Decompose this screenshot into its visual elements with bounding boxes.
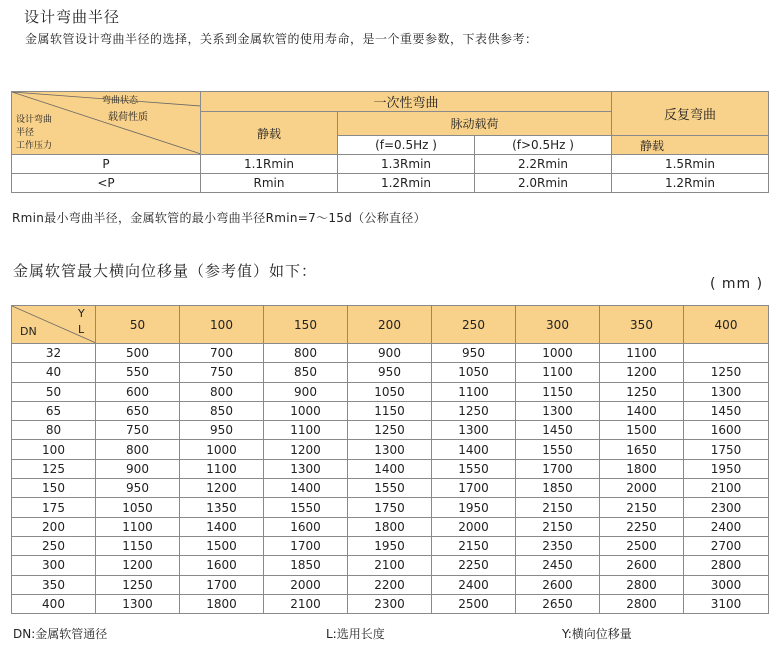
table-cell: 1400 xyxy=(600,401,684,420)
table-cell: 1800 xyxy=(600,459,684,478)
table-row xyxy=(12,363,769,382)
table-cell: Rmin xyxy=(201,174,338,193)
table-cell: 2100 xyxy=(684,479,769,498)
table-cell: 1450 xyxy=(684,401,769,420)
table-cell: 1950 xyxy=(684,459,769,478)
table-cell: 1000 xyxy=(264,401,348,420)
table-cell: 1550 xyxy=(516,440,600,459)
row-dn-cell: 300 xyxy=(12,556,96,575)
row-dn-cell: 50 xyxy=(12,382,96,401)
table-cell: 1300 xyxy=(264,459,348,478)
table-cell: 950 xyxy=(96,479,180,498)
table-cell: 1100 xyxy=(264,421,348,440)
pulse-load-header: 脉动载荷 xyxy=(338,112,612,136)
table-cell: 2.0Rmin xyxy=(475,174,612,193)
table-row xyxy=(12,498,769,517)
table-cell: 1050 xyxy=(348,382,432,401)
table-cell: 1200 xyxy=(264,440,348,459)
table-cell: 3000 xyxy=(684,575,769,594)
static-load2-header: 静载 xyxy=(612,136,769,155)
rmin-note: Rmin最小弯曲半径，金属软管的最小弯曲半径Rmin=7～15d（公称直径） xyxy=(12,211,426,225)
intro-text: 金属软管设计弯曲半径的选择，关系到金属软管的使用寿命，是一个重要参数，下表供参考： xyxy=(25,32,538,46)
table-cell: 1250 xyxy=(684,363,769,382)
corner-left-labels xyxy=(16,114,52,153)
table-cell: 2400 xyxy=(432,575,516,594)
table-cell: 2800 xyxy=(684,556,769,575)
table-cell: 1650 xyxy=(600,440,684,459)
table-cell: 2500 xyxy=(432,594,516,613)
table-cell: 1500 xyxy=(600,421,684,440)
row-dn-cell: 100 xyxy=(12,440,96,459)
table-cell: 2000 xyxy=(600,479,684,498)
table-cell: 1850 xyxy=(264,556,348,575)
table-cell: 2500 xyxy=(600,536,684,555)
row-dn-cell: 40 xyxy=(12,363,96,382)
table-cell: 1550 xyxy=(264,498,348,517)
freq-low-header: (f=0.5Hz ) xyxy=(338,136,475,155)
table-cell: 750 xyxy=(180,363,264,382)
table-cell: 2.2Rmin xyxy=(475,155,612,174)
table-cell: 1800 xyxy=(180,594,264,613)
corner-design-label: 设计弯曲 xyxy=(16,115,53,125)
table-row xyxy=(12,459,769,478)
table-cell: 1.5Rmin xyxy=(612,155,769,174)
table-row xyxy=(12,155,769,174)
table-cell: 1.3Rmin xyxy=(338,155,475,174)
table-cell: 1150 xyxy=(96,536,180,555)
table-cell: 550 xyxy=(96,363,180,382)
table-cell: 850 xyxy=(180,401,264,420)
table-cell: 1750 xyxy=(684,440,769,459)
table-row xyxy=(12,344,769,363)
table-row xyxy=(12,401,769,420)
table-cell: 650 xyxy=(96,401,180,420)
table-row xyxy=(12,174,769,193)
table-cell: 2700 xyxy=(684,536,769,555)
table-cell: 1300 xyxy=(348,440,432,459)
table-cell: 1150 xyxy=(516,382,600,401)
corner-y-label: Y xyxy=(78,307,85,320)
table-cell: 1150 xyxy=(348,401,432,420)
table-cell: 1200 xyxy=(96,556,180,575)
column-header: 350 xyxy=(600,306,684,344)
table-cell: 2150 xyxy=(432,536,516,555)
table-row xyxy=(12,440,769,459)
row-dn-cell: 80 xyxy=(12,421,96,440)
row-pressure: P xyxy=(12,155,201,174)
table-cell: 2450 xyxy=(516,556,600,575)
table-cell: 2200 xyxy=(348,575,432,594)
table-cell: 1400 xyxy=(180,517,264,536)
repeated-bend-header: 反复弯曲 xyxy=(612,92,769,136)
column-header: 300 xyxy=(516,306,600,344)
footer-y-legend: Y:横向位移量 xyxy=(562,627,632,641)
corner-dn-label: DN xyxy=(20,325,37,338)
table-cell: 950 xyxy=(432,344,516,363)
table-cell: 1100 xyxy=(180,459,264,478)
table-cell: 500 xyxy=(96,344,180,363)
table-row xyxy=(12,556,769,575)
table-cell: 1250 xyxy=(432,401,516,420)
table-cell: 2650 xyxy=(516,594,600,613)
row-dn-cell: 32 xyxy=(12,344,96,363)
table-header-row xyxy=(12,306,769,344)
table-cell: 1200 xyxy=(180,479,264,498)
table-cell: 1300 xyxy=(516,401,600,420)
table-cell: 1850 xyxy=(516,479,600,498)
table-cell: 2250 xyxy=(432,556,516,575)
table-cell: 1.1Rmin xyxy=(201,155,338,174)
table-cell: 1000 xyxy=(516,344,600,363)
table-cell: 1250 xyxy=(96,575,180,594)
table-cell: 1050 xyxy=(96,498,180,517)
table-cell: 1300 xyxy=(432,421,516,440)
table-cell: 800 xyxy=(264,344,348,363)
table-cell: 1000 xyxy=(180,440,264,459)
table-cell: 1350 xyxy=(180,498,264,517)
table-cell: 1700 xyxy=(516,459,600,478)
unit-label: ( mm ) xyxy=(710,276,764,292)
table-cell: 1100 xyxy=(516,363,600,382)
row-pressure: <P xyxy=(12,174,201,193)
table-cell: 2600 xyxy=(600,556,684,575)
table-row xyxy=(12,517,769,536)
column-header: 200 xyxy=(348,306,432,344)
corner-radius-label: 半径 xyxy=(16,128,35,138)
table-cell: 1700 xyxy=(180,575,264,594)
table-cell: 900 xyxy=(264,382,348,401)
row-dn-cell: 65 xyxy=(12,401,96,420)
table-cell: 2800 xyxy=(600,575,684,594)
table-cell: 950 xyxy=(348,363,432,382)
displacement-table xyxy=(11,305,769,614)
table-cell: 1400 xyxy=(348,459,432,478)
column-header: 50 xyxy=(96,306,180,344)
table-cell: 1700 xyxy=(264,536,348,555)
table-cell: 1800 xyxy=(348,517,432,536)
column-header: 400 xyxy=(684,306,769,344)
table-cell: 600 xyxy=(96,382,180,401)
table-cell: 2300 xyxy=(684,498,769,517)
column-header: 100 xyxy=(180,306,264,344)
one-time-bend-header: 一次性弯曲 xyxy=(201,92,612,112)
table-cell: 850 xyxy=(264,363,348,382)
footer-l-legend: L:选用长度 xyxy=(326,627,385,641)
table-row xyxy=(12,382,769,401)
bend-radius-table xyxy=(11,91,769,193)
table-cell: 1200 xyxy=(600,363,684,382)
table-cell: 1750 xyxy=(348,498,432,517)
table-cell: 2600 xyxy=(516,575,600,594)
row-dn-cell: 200 xyxy=(12,517,96,536)
table-cell: 2150 xyxy=(516,517,600,536)
table-cell: 1950 xyxy=(348,536,432,555)
row-dn-cell: 125 xyxy=(12,459,96,478)
corner-pressure-label: 工作压力 xyxy=(16,141,53,151)
table-cell: 950 xyxy=(180,421,264,440)
table-cell: 2000 xyxy=(264,575,348,594)
static-load-header: 静载 xyxy=(201,112,338,155)
table-row xyxy=(12,536,769,555)
table-cell: 1300 xyxy=(96,594,180,613)
table-cell: 2250 xyxy=(600,517,684,536)
table-cell: 1550 xyxy=(432,459,516,478)
table-row xyxy=(12,421,769,440)
section-title-displacement: 金属软管最大横向位移量（参考值）如下： xyxy=(13,262,318,280)
row-dn-cell: 150 xyxy=(12,479,96,498)
table-cell: 2400 xyxy=(684,517,769,536)
table-cell: 900 xyxy=(96,459,180,478)
table-cell: 2000 xyxy=(432,517,516,536)
table-cell: 2800 xyxy=(600,594,684,613)
table-cell: 1250 xyxy=(600,382,684,401)
table-cell: 2150 xyxy=(600,498,684,517)
table-cell: 1700 xyxy=(432,479,516,498)
table-cell: 750 xyxy=(96,421,180,440)
corner-l-label: L xyxy=(78,323,85,336)
corner-bend-state-label: 弯曲状态 xyxy=(102,96,139,106)
table-cell: 1100 xyxy=(432,382,516,401)
table-cell: 800 xyxy=(180,382,264,401)
table1-corner-cell xyxy=(12,92,201,155)
table-cell: 1050 xyxy=(432,363,516,382)
table-row xyxy=(12,594,769,613)
table-cell: 1500 xyxy=(180,536,264,555)
table-cell: 2300 xyxy=(348,594,432,613)
column-header: 150 xyxy=(264,306,348,344)
table-cell: 1100 xyxy=(600,344,684,363)
table-cell xyxy=(684,344,769,363)
table-cell: 2100 xyxy=(348,556,432,575)
table-cell: 1600 xyxy=(180,556,264,575)
table-cell: 700 xyxy=(180,344,264,363)
table-cell: 2150 xyxy=(516,498,600,517)
corner-load-type-label: 载荷性质 xyxy=(108,112,148,123)
row-dn-cell: 350 xyxy=(12,575,96,594)
table-cell: 1400 xyxy=(432,440,516,459)
table-cell: 1250 xyxy=(348,421,432,440)
table-cell: 1600 xyxy=(684,421,769,440)
table-cell: 1.2Rmin xyxy=(612,174,769,193)
section-title-bend-radius: 设计弯曲半径 xyxy=(24,8,121,26)
table2-corner-cell xyxy=(12,306,96,344)
row-dn-cell: 175 xyxy=(12,498,96,517)
table-row xyxy=(12,575,769,594)
table-cell: 3100 xyxy=(684,594,769,613)
table-cell: 1950 xyxy=(432,498,516,517)
table-cell: 900 xyxy=(348,344,432,363)
table-cell: 1.2Rmin xyxy=(338,174,475,193)
table-row xyxy=(12,479,769,498)
table-cell: 2350 xyxy=(516,536,600,555)
row-dn-cell: 400 xyxy=(12,594,96,613)
column-header: 250 xyxy=(432,306,516,344)
table-cell: 2100 xyxy=(264,594,348,613)
footer-dn-legend: DN:金属软管通径 xyxy=(13,627,108,641)
table-cell: 1300 xyxy=(684,382,769,401)
table-cell: 1550 xyxy=(348,479,432,498)
table-cell: 800 xyxy=(96,440,180,459)
row-dn-cell: 250 xyxy=(12,536,96,555)
table-cell: 1400 xyxy=(264,479,348,498)
table-cell: 1600 xyxy=(264,517,348,536)
table-cell: 1100 xyxy=(96,517,180,536)
freq-high-header: (f>0.5Hz ) xyxy=(475,136,612,155)
table-cell: 1450 xyxy=(516,421,600,440)
